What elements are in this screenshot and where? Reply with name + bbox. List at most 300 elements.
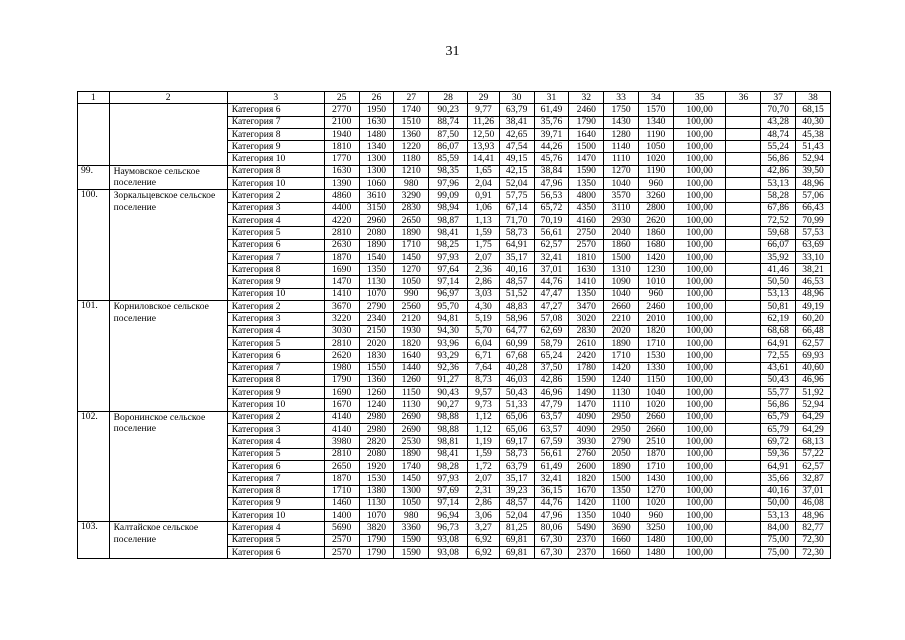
- value-cell: 100,00: [673, 485, 726, 497]
- value-cell: 1210: [394, 165, 429, 177]
- value-cell: 39,71: [534, 128, 569, 140]
- column-header: 2: [109, 92, 227, 104]
- category-cell: Категория 5: [227, 534, 324, 546]
- value-cell: 1220: [394, 141, 429, 153]
- category-cell: Категория 6: [227, 239, 324, 251]
- value-cell: 2960: [359, 214, 394, 226]
- value-cell: 42,65: [499, 128, 534, 140]
- value-cell: 3290: [394, 190, 429, 202]
- value-cell: 64,91: [761, 460, 796, 472]
- value-cell: 38,84: [534, 165, 569, 177]
- value-cell: 1510: [394, 116, 429, 128]
- value-cell: 2530: [394, 436, 429, 448]
- value-cell: 2370: [569, 546, 604, 558]
- value-cell: 1640: [394, 350, 429, 362]
- value-cell: 98,94: [429, 202, 468, 214]
- value-cell: 1,06: [468, 202, 500, 214]
- value-cell: 2040: [604, 227, 639, 239]
- value-cell: 50,81: [761, 301, 796, 313]
- category-cell: Категория 7: [227, 473, 324, 485]
- value-cell: 3360: [394, 522, 429, 534]
- value-cell: 1070: [359, 510, 394, 522]
- value-cell: 97,64: [429, 264, 468, 276]
- value-cell: 93,08: [429, 534, 468, 546]
- value-cell: 100,00: [673, 337, 726, 349]
- value-cell: 51,92: [796, 387, 831, 399]
- value-cell: 35,76: [534, 116, 569, 128]
- value-cell: 1350: [569, 288, 604, 300]
- value-cell: 3,06: [468, 510, 500, 522]
- value-cell: 9,77: [468, 104, 500, 116]
- category-cell: Категория 6: [227, 546, 324, 558]
- value-cell: 3570: [604, 190, 639, 202]
- value-cell: 98,88: [429, 411, 468, 423]
- value-cell: 1050: [638, 141, 673, 153]
- settlement-number: 99.: [78, 165, 110, 190]
- value-cell: 39,23: [499, 485, 534, 497]
- value-cell: [726, 436, 761, 448]
- value-cell: 2770: [324, 104, 359, 116]
- value-cell: 44,76: [534, 497, 569, 509]
- value-cell: 4090: [569, 411, 604, 423]
- category-cell: Категория 8: [227, 485, 324, 497]
- value-cell: 44,76: [534, 276, 569, 288]
- value-cell: 46,96: [534, 387, 569, 399]
- value-cell: 1450: [394, 251, 429, 263]
- value-cell: 100,00: [673, 362, 726, 374]
- category-cell: Категория 8: [227, 374, 324, 386]
- settlement-name: Калтайское сельское поселение: [109, 522, 227, 559]
- value-cell: 100,00: [673, 510, 726, 522]
- value-cell: 58,73: [499, 227, 534, 239]
- value-cell: 100,00: [673, 276, 726, 288]
- value-cell: 980: [394, 510, 429, 522]
- value-cell: 1490: [569, 387, 604, 399]
- value-cell: 1450: [394, 473, 429, 485]
- value-cell: 2810: [324, 227, 359, 239]
- value-cell: 1350: [604, 485, 639, 497]
- value-cell: 1920: [359, 460, 394, 472]
- category-cell: Категория 8: [227, 128, 324, 140]
- value-cell: 72,52: [761, 214, 796, 226]
- value-cell: [726, 288, 761, 300]
- column-header: 3: [227, 92, 324, 104]
- value-cell: 37,01: [796, 485, 831, 497]
- value-cell: 1040: [604, 288, 639, 300]
- value-cell: 3820: [359, 522, 394, 534]
- value-cell: 100,00: [673, 313, 726, 325]
- value-cell: 47,47: [534, 288, 569, 300]
- value-cell: 100,00: [673, 264, 726, 276]
- value-cell: 82,77: [796, 522, 831, 534]
- value-cell: [726, 337, 761, 349]
- table-row: [78, 104, 831, 116]
- value-cell: 1380: [359, 485, 394, 497]
- value-cell: 2150: [359, 325, 394, 337]
- value-cell: 3250: [638, 522, 673, 534]
- value-cell: 65,79: [761, 424, 796, 436]
- value-cell: 1870: [324, 473, 359, 485]
- value-cell: 72,30: [796, 534, 831, 546]
- category-cell: Категория 2: [227, 301, 324, 313]
- value-cell: 64,29: [796, 424, 831, 436]
- value-cell: 3,03: [468, 288, 500, 300]
- value-cell: 100,00: [673, 460, 726, 472]
- value-cell: 1130: [394, 399, 429, 411]
- value-cell: 1,65: [468, 165, 500, 177]
- value-cell: 1100: [604, 497, 639, 509]
- category-cell: Категория 9: [227, 497, 324, 509]
- column-header: 27: [394, 92, 429, 104]
- value-cell: 47,79: [534, 399, 569, 411]
- value-cell: 53,13: [761, 288, 796, 300]
- value-cell: 100,00: [673, 178, 726, 190]
- value-cell: 5690: [324, 522, 359, 534]
- value-cell: 1360: [359, 374, 394, 386]
- category-cell: Категория 4: [227, 436, 324, 448]
- value-cell: [726, 104, 761, 116]
- value-cell: [726, 178, 761, 190]
- value-cell: 56,86: [761, 399, 796, 411]
- value-cell: 86,07: [429, 141, 468, 153]
- value-cell: 1040: [604, 510, 639, 522]
- value-cell: 100,00: [673, 399, 726, 411]
- value-cell: 1820: [569, 473, 604, 485]
- value-cell: 100,00: [673, 546, 726, 558]
- value-cell: 51,33: [499, 399, 534, 411]
- value-cell: 90,43: [429, 387, 468, 399]
- value-cell: 1020: [638, 497, 673, 509]
- value-cell: 98,41: [429, 227, 468, 239]
- value-cell: 1190: [638, 128, 673, 140]
- value-cell: 1750: [604, 104, 639, 116]
- category-cell: Категория 10: [227, 153, 324, 165]
- value-cell: 2800: [638, 202, 673, 214]
- category-cell: Категория 6: [227, 460, 324, 472]
- category-cell: Категория 5: [227, 448, 324, 460]
- value-cell: 1400: [324, 510, 359, 522]
- value-cell: 53,13: [761, 178, 796, 190]
- column-header: 36: [726, 92, 761, 104]
- value-cell: 1440: [394, 362, 429, 374]
- value-cell: 47,96: [534, 510, 569, 522]
- value-cell: 98,25: [429, 239, 468, 251]
- value-cell: 97,93: [429, 251, 468, 263]
- value-cell: 2510: [638, 436, 673, 448]
- value-cell: 98,81: [429, 436, 468, 448]
- value-cell: 63,79: [499, 104, 534, 116]
- value-cell: 8,73: [468, 374, 500, 386]
- value-cell: 98,88: [429, 424, 468, 436]
- value-cell: 65,24: [534, 350, 569, 362]
- value-cell: 3690: [604, 522, 639, 534]
- value-cell: 52,04: [499, 178, 534, 190]
- category-cell: Категория 3: [227, 424, 324, 436]
- settlement-name: [109, 104, 227, 165]
- column-header: 25: [324, 92, 359, 104]
- value-cell: 40,30: [796, 116, 831, 128]
- value-cell: [726, 313, 761, 325]
- value-cell: 1530: [359, 473, 394, 485]
- value-cell: 88,74: [429, 116, 468, 128]
- value-cell: 3150: [359, 202, 394, 214]
- value-cell: [726, 239, 761, 251]
- value-cell: 2660: [604, 301, 639, 313]
- value-cell: 62,57: [534, 239, 569, 251]
- value-cell: 95,70: [429, 301, 468, 313]
- value-cell: 100,00: [673, 448, 726, 460]
- value-cell: 1070: [359, 288, 394, 300]
- value-cell: 93,08: [429, 546, 468, 558]
- value-cell: 4220: [324, 214, 359, 226]
- value-cell: 52,94: [796, 153, 831, 165]
- value-cell: 2950: [604, 411, 639, 423]
- category-cell: Категория 5: [227, 227, 324, 239]
- value-cell: 960: [638, 288, 673, 300]
- value-cell: 50,00: [761, 497, 796, 509]
- value-cell: 1770: [324, 153, 359, 165]
- value-cell: 98,41: [429, 448, 468, 460]
- column-header: 34: [638, 92, 673, 104]
- value-cell: [726, 362, 761, 374]
- value-cell: 100,00: [673, 288, 726, 300]
- value-cell: 68,13: [796, 436, 831, 448]
- value-cell: 97,14: [429, 497, 468, 509]
- value-cell: 1930: [394, 325, 429, 337]
- value-cell: 100,00: [673, 239, 726, 251]
- value-cell: 2950: [604, 424, 639, 436]
- value-cell: 48,96: [796, 288, 831, 300]
- value-cell: 1590: [394, 534, 429, 546]
- value-cell: [726, 325, 761, 337]
- value-cell: 1110: [604, 399, 639, 411]
- value-cell: 2980: [359, 424, 394, 436]
- value-cell: 67,86: [761, 202, 796, 214]
- value-cell: 62,57: [796, 460, 831, 472]
- value-cell: 93,29: [429, 350, 468, 362]
- value-cell: 100,00: [673, 214, 726, 226]
- value-cell: 1260: [359, 387, 394, 399]
- value-cell: 1300: [359, 153, 394, 165]
- value-cell: 1790: [359, 534, 394, 546]
- value-cell: 2790: [604, 436, 639, 448]
- value-cell: 52,04: [499, 510, 534, 522]
- column-header: 35: [673, 92, 726, 104]
- value-cell: 40,16: [499, 264, 534, 276]
- value-cell: 1430: [604, 116, 639, 128]
- value-cell: 51,43: [796, 141, 831, 153]
- value-cell: 2650: [394, 214, 429, 226]
- category-cell: Категория 9: [227, 387, 324, 399]
- value-cell: 14,41: [468, 153, 500, 165]
- value-cell: 990: [394, 288, 429, 300]
- value-cell: 58,79: [534, 337, 569, 349]
- value-cell: [726, 190, 761, 202]
- value-cell: 1270: [638, 485, 673, 497]
- value-cell: 2600: [569, 460, 604, 472]
- value-cell: 5,70: [468, 325, 500, 337]
- value-cell: 5,19: [468, 313, 500, 325]
- value-cell: 4860: [324, 190, 359, 202]
- value-cell: 70,70: [761, 104, 796, 116]
- value-cell: 100,00: [673, 190, 726, 202]
- value-cell: 1830: [359, 350, 394, 362]
- value-cell: 1090: [604, 276, 639, 288]
- value-cell: 980: [394, 178, 429, 190]
- value-cell: 2820: [359, 436, 394, 448]
- value-cell: 1360: [394, 128, 429, 140]
- value-cell: 960: [638, 178, 673, 190]
- value-cell: 42,86: [534, 374, 569, 386]
- category-cell: Категория 8: [227, 264, 324, 276]
- value-cell: 40,16: [761, 485, 796, 497]
- value-cell: 2660: [638, 424, 673, 436]
- value-cell: 65,06: [499, 424, 534, 436]
- value-cell: [726, 497, 761, 509]
- value-cell: [726, 141, 761, 153]
- value-cell: 57,22: [796, 448, 831, 460]
- value-cell: 50,50: [761, 276, 796, 288]
- value-cell: 62,69: [534, 325, 569, 337]
- value-cell: 2050: [604, 448, 639, 460]
- value-cell: 97,69: [429, 485, 468, 497]
- value-cell: 64,91: [761, 337, 796, 349]
- value-cell: 50,43: [761, 374, 796, 386]
- value-cell: 1,12: [468, 411, 500, 423]
- value-cell: 1940: [324, 128, 359, 140]
- column-header: 28: [429, 92, 468, 104]
- value-cell: 2810: [324, 448, 359, 460]
- column-header: 26: [359, 92, 394, 104]
- value-cell: 1020: [638, 399, 673, 411]
- value-cell: 2660: [638, 411, 673, 423]
- value-cell: 1660: [604, 534, 639, 546]
- value-cell: 69,17: [499, 436, 534, 448]
- value-cell: 1270: [394, 264, 429, 276]
- value-cell: 57,75: [499, 190, 534, 202]
- value-cell: 2010: [638, 313, 673, 325]
- value-cell: [726, 214, 761, 226]
- value-cell: [726, 424, 761, 436]
- value-cell: 35,66: [761, 473, 796, 485]
- value-cell: 4350: [569, 202, 604, 214]
- value-cell: 94,81: [429, 313, 468, 325]
- page-number: 31: [445, 44, 460, 59]
- value-cell: 1480: [638, 534, 673, 546]
- value-cell: 1420: [569, 497, 604, 509]
- value-cell: 69,93: [796, 350, 831, 362]
- value-cell: 96,97: [429, 288, 468, 300]
- category-cell: Категория 4: [227, 522, 324, 534]
- value-cell: 53,13: [761, 510, 796, 522]
- value-cell: 98,87: [429, 214, 468, 226]
- value-cell: 48,83: [499, 301, 534, 313]
- value-cell: 41,46: [761, 264, 796, 276]
- value-cell: 1710: [604, 350, 639, 362]
- value-cell: 47,96: [534, 178, 569, 190]
- value-cell: 0,91: [468, 190, 500, 202]
- value-cell: 69,81: [499, 534, 534, 546]
- value-cell: 1870: [638, 448, 673, 460]
- value-cell: 2760: [569, 448, 604, 460]
- value-cell: 1740: [394, 460, 429, 472]
- value-cell: 1,12: [468, 424, 500, 436]
- settlement-name: Корниловское сельское поселение: [109, 301, 227, 412]
- value-cell: 100,00: [673, 424, 726, 436]
- value-cell: 80,06: [534, 522, 569, 534]
- value-cell: 1040: [604, 178, 639, 190]
- value-cell: 2620: [638, 214, 673, 226]
- settlement-name: Наумовское сельское поселение: [109, 165, 227, 190]
- value-cell: 1420: [604, 362, 639, 374]
- value-cell: 65,72: [534, 202, 569, 214]
- value-cell: 1,19: [468, 436, 500, 448]
- value-cell: 960: [638, 510, 673, 522]
- value-cell: 5490: [569, 522, 604, 534]
- category-cell: Категория 9: [227, 276, 324, 288]
- value-cell: 92,36: [429, 362, 468, 374]
- value-cell: 94,30: [429, 325, 468, 337]
- value-cell: 58,28: [761, 190, 796, 202]
- value-cell: 3670: [324, 301, 359, 313]
- value-cell: 93,96: [429, 337, 468, 349]
- value-cell: 60,20: [796, 313, 831, 325]
- value-cell: 2810: [324, 337, 359, 349]
- value-cell: [726, 522, 761, 534]
- category-cell: Категория 10: [227, 178, 324, 190]
- value-cell: 1670: [569, 485, 604, 497]
- value-cell: 97,93: [429, 473, 468, 485]
- column-header: 37: [761, 92, 796, 104]
- value-cell: 11,26: [468, 116, 500, 128]
- value-cell: 100,00: [673, 116, 726, 128]
- category-cell: Категория 2: [227, 411, 324, 423]
- value-cell: 1190: [638, 165, 673, 177]
- category-cell: Категория 7: [227, 251, 324, 263]
- value-cell: 3110: [604, 202, 639, 214]
- value-cell: 2610: [569, 337, 604, 349]
- value-cell: 48,96: [796, 178, 831, 190]
- value-cell: 1500: [569, 141, 604, 153]
- value-cell: 100,00: [673, 387, 726, 399]
- value-cell: 4090: [569, 424, 604, 436]
- settlement-name: Воронинское сельское поселение: [109, 411, 227, 522]
- value-cell: 1110: [604, 153, 639, 165]
- category-cell: Категория 2: [227, 190, 324, 202]
- value-cell: 63,69: [796, 239, 831, 251]
- value-cell: 100,00: [673, 473, 726, 485]
- value-cell: 1780: [569, 362, 604, 374]
- value-cell: 2,07: [468, 473, 500, 485]
- value-cell: 1300: [359, 165, 394, 177]
- value-cell: 1240: [604, 374, 639, 386]
- value-cell: 1140: [604, 141, 639, 153]
- value-cell: 98,28: [429, 460, 468, 472]
- column-header: 30: [499, 92, 534, 104]
- value-cell: 2100: [324, 116, 359, 128]
- value-cell: 43,61: [761, 362, 796, 374]
- value-cell: 3220: [324, 313, 359, 325]
- value-cell: 2830: [394, 202, 429, 214]
- value-cell: 1790: [359, 546, 394, 558]
- value-cell: 100,00: [673, 350, 726, 362]
- value-cell: 2570: [324, 534, 359, 546]
- category-cell: Категория 5: [227, 337, 324, 349]
- value-cell: 47,54: [499, 141, 534, 153]
- value-cell: 2650: [324, 460, 359, 472]
- column-header: 31: [534, 92, 569, 104]
- value-cell: 1570: [638, 104, 673, 116]
